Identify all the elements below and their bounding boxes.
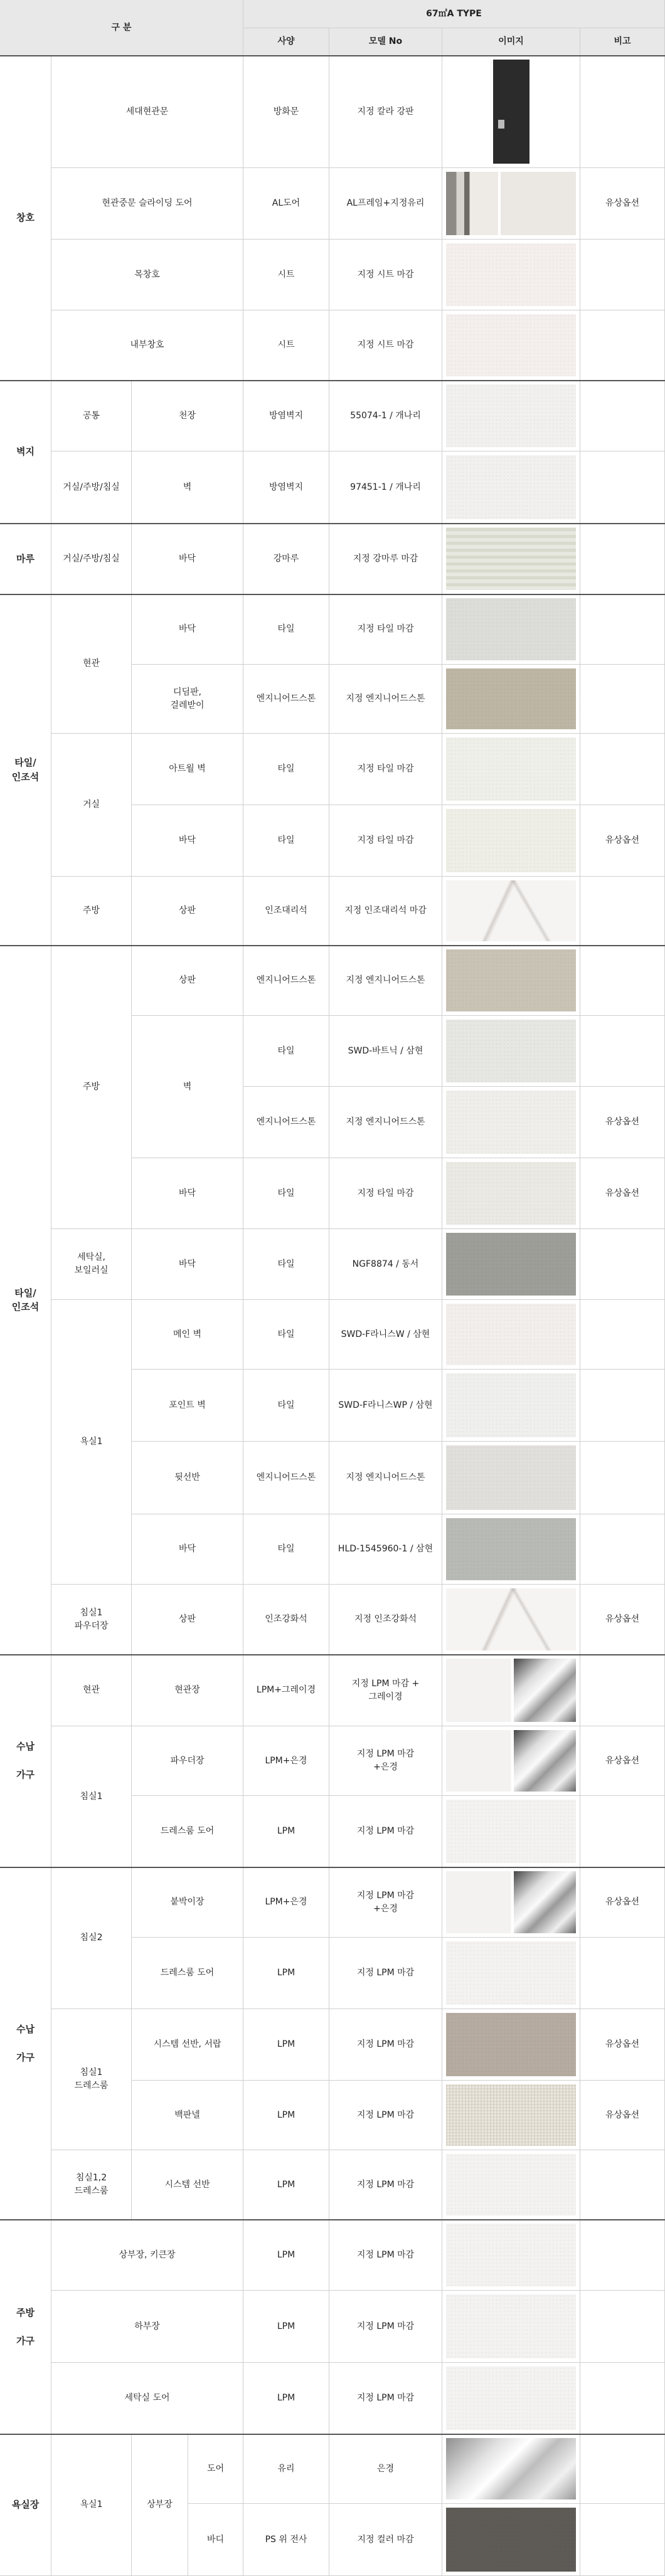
- row-6-note: [580, 524, 665, 594]
- bath-cab-upper: 상부장: [132, 2434, 188, 2576]
- row-27-image: [442, 2009, 580, 2081]
- wallpaper-texture: [446, 384, 576, 447]
- row-2-model: 지정 시트 마감: [329, 240, 442, 310]
- tile2-wall: 벽: [132, 1016, 243, 1158]
- storage2-dress-door: 드레스룸 도어: [132, 1938, 243, 2009]
- row-26-spec: LPM: [243, 1938, 329, 2009]
- row-31-model: 지정 LPM 마감: [329, 2291, 442, 2363]
- row-5-spec: 방염벽지: [243, 451, 329, 524]
- row-14-note: 유상옵션: [580, 1087, 665, 1158]
- row-1-model: AL프레임+지정유리: [329, 168, 442, 240]
- row-30-note: [580, 2220, 665, 2291]
- row-32-note: [580, 2363, 665, 2434]
- row-14-model: 지정 엔지니어드스톤: [329, 1087, 442, 1158]
- row-4-model: 55074-1 / 개나리: [329, 381, 442, 451]
- row-31-spec: LPM: [243, 2291, 329, 2363]
- category-4: 타일/ 인조석: [0, 946, 51, 1655]
- row-20-spec: 타일: [243, 1514, 329, 1585]
- tile-texture: [446, 1233, 576, 1296]
- row-17-model: SWD-F라니스W / 삼현: [329, 1300, 442, 1370]
- row-27-spec: LPM: [243, 2009, 329, 2081]
- kitchen-furn-2: 세탁실 도어: [51, 2363, 243, 2434]
- row-25-model: 지정 LPM 마감 +은경: [329, 1867, 442, 1938]
- row-15-note: 유상옵션: [580, 1158, 665, 1229]
- row-13-note: [580, 1016, 665, 1087]
- row-3-image: [442, 310, 580, 381]
- stone-texture: [446, 1090, 576, 1154]
- tile2-powder-counter: 상판: [132, 1585, 243, 1655]
- group-divider: [0, 1867, 665, 1868]
- row-0-image: [442, 56, 580, 168]
- row-10-note: 유상옵션: [580, 805, 665, 877]
- storage2-wardrobe: 붙박이장: [132, 1867, 243, 1938]
- tile2-shelf: 뒷선반: [132, 1442, 243, 1514]
- storage-powder: 파우더장: [132, 1726, 243, 1796]
- row-11-spec: 인조대리석: [243, 877, 329, 946]
- row-8-note: [580, 665, 665, 734]
- row-0-model: 지정 칼라 강판: [329, 56, 442, 168]
- row-13-model: SWD-바트닉 / 삼현: [329, 1016, 442, 1087]
- row-1-spec: AL도어: [243, 168, 329, 240]
- tile2-powder: 침실1 파우더장: [51, 1585, 132, 1655]
- stone-texture: [446, 1445, 576, 1510]
- row-30-model: 지정 LPM 마감: [329, 2220, 442, 2291]
- row-8-spec: 엔지니어드스톤: [243, 665, 329, 734]
- row-29-note: [580, 2150, 665, 2220]
- row-24-spec: LPM: [243, 1796, 329, 1867]
- changho-item-0: 세대현관문: [51, 56, 243, 168]
- row-0-note: [580, 56, 665, 168]
- row-9-model: 지정 타일 마감: [329, 734, 442, 805]
- row-3-spec: 시트: [243, 310, 329, 381]
- row-23-note: 유상옵션: [580, 1726, 665, 1796]
- tile2-floor: 바닥: [132, 1158, 243, 1229]
- row-29-spec: LPM: [243, 2150, 329, 2220]
- row-1-image: [442, 168, 580, 240]
- marble-texture: [446, 1588, 576, 1650]
- lpm-mirror-texture: [446, 1659, 576, 1722]
- header-type: 67㎡A TYPE: [243, 0, 665, 28]
- row-7-note: [580, 594, 665, 665]
- row-3-note: [580, 310, 665, 381]
- category-8: 욕실장: [0, 2434, 51, 2576]
- row-21-spec: 인조강화석: [243, 1585, 329, 1655]
- dark-panel-texture: [446, 2508, 576, 2572]
- row-10-image: [442, 805, 580, 877]
- group-divider: [0, 55, 665, 56]
- storage2-system: 시스템 선반, 서랍: [132, 2009, 243, 2081]
- stone-texture: [446, 668, 576, 729]
- row-19-model: 지정 엔지니어드스톤: [329, 1442, 442, 1514]
- row-7-model: 지정 타일 마감: [329, 594, 442, 665]
- header-model: 모델 No: [329, 28, 442, 56]
- wall-rooms: 거실/주방/침실: [51, 451, 132, 524]
- row-33-image: [442, 2434, 580, 2504]
- sheet-texture: [446, 243, 576, 306]
- row-16-model: NGF8874 / 동서: [329, 1229, 442, 1300]
- storage-bed1: 침실1: [51, 1726, 132, 1867]
- header-image: 이미지: [442, 28, 580, 56]
- row-27-note: 유상옵션: [580, 2009, 665, 2081]
- row-4-spec: 방염벽지: [243, 381, 329, 451]
- door-panel: [493, 60, 529, 164]
- row-18-image: [442, 1370, 580, 1442]
- row-21-image: [442, 1585, 580, 1655]
- wall-wall: 벽: [132, 451, 243, 524]
- tile-texture: [446, 737, 576, 801]
- group-divider: [0, 2434, 665, 2435]
- row-0-spec: 방화문: [243, 56, 329, 168]
- group-divider: [0, 380, 665, 381]
- group-divider: [0, 523, 665, 524]
- row-25-spec: LPM+은경: [243, 1867, 329, 1938]
- row-10-spec: 타일: [243, 805, 329, 877]
- wallpaper-texture: [446, 455, 576, 519]
- tile-texture: [446, 1020, 576, 1082]
- storage2-system2: 시스템 선반: [132, 2150, 243, 2220]
- lpm-mirror-texture: [446, 1871, 576, 1933]
- row-10-model: 지정 타일 마감: [329, 805, 442, 877]
- tile-texture: [446, 1373, 576, 1437]
- row-24-image: [442, 1796, 580, 1867]
- lpm-texture: [446, 1800, 576, 1863]
- tile-texture: [446, 598, 576, 660]
- row-25-note: 유상옵션: [580, 1867, 665, 1938]
- tile2-bath: 욕실1: [51, 1300, 132, 1585]
- tile2-laundry: 세탁실, 보일러실: [51, 1229, 132, 1300]
- row-2-note: [580, 240, 665, 310]
- row-23-model: 지정 LPM 마감 +은경: [329, 1726, 442, 1796]
- lpm-texture: [446, 2367, 576, 2430]
- tile2-main-wall: 메인 벽: [132, 1300, 243, 1370]
- storage2-bed1dress: 침실1 드레스룸: [51, 2009, 132, 2150]
- row-19-image: [442, 1442, 580, 1514]
- changho-item-3: 내부창호: [51, 310, 243, 381]
- row-33-model: 은경: [329, 2434, 442, 2504]
- row-1-note: 유상옵션: [580, 168, 665, 240]
- row-32-image: [442, 2363, 580, 2434]
- row-16-image: [442, 1229, 580, 1300]
- bath-cab-door: 도어: [188, 2434, 243, 2504]
- row-26-image: [442, 1938, 580, 2009]
- row-21-model: 지정 인조강화석: [329, 1585, 442, 1655]
- kitchen-furn-0: 상부장, 키큰장: [51, 2220, 243, 2291]
- row-23-image: [442, 1726, 580, 1796]
- row-8-image: [442, 665, 580, 734]
- row-28-note: 유상옵션: [580, 2081, 665, 2150]
- row-28-image: [442, 2081, 580, 2150]
- row-32-spec: LPM: [243, 2363, 329, 2434]
- header-note: 비고: [580, 28, 665, 56]
- row-9-spec: 타일: [243, 734, 329, 805]
- wood-floor-texture: [446, 527, 576, 590]
- wall-ceiling: 천장: [132, 381, 243, 451]
- row-2-image: [442, 240, 580, 310]
- row-34-note: [580, 2504, 665, 2576]
- row-20-note: [580, 1514, 665, 1585]
- row-25-image: [442, 1867, 580, 1938]
- bath-cab-body: 바디: [188, 2504, 243, 2576]
- kitchen-furn-1: 하부장: [51, 2291, 243, 2363]
- row-13-image: [442, 1016, 580, 1087]
- row-29-model: 지정 LPM 마감: [329, 2150, 442, 2220]
- row-11-model: 지정 인조대리석 마감: [329, 877, 442, 946]
- tile-kitchen: 주방: [51, 877, 132, 946]
- row-9-note: [580, 734, 665, 805]
- row-5-model: 97451-1 / 개나리: [329, 451, 442, 524]
- row-33-note: [580, 2434, 665, 2504]
- row-13-spec: 타일: [243, 1016, 329, 1087]
- lpm-texture: [446, 1941, 576, 2005]
- header-spec: 사양: [243, 28, 329, 56]
- row-12-note: [580, 946, 665, 1016]
- stone-texture: [446, 949, 576, 1011]
- category-5: 수납 가구: [0, 1655, 51, 1867]
- row-15-spec: 타일: [243, 1158, 329, 1229]
- category-1: 벽지: [0, 381, 51, 524]
- row-18-note: [580, 1370, 665, 1442]
- tile2-point-wall: 포인트 벽: [132, 1370, 243, 1442]
- row-12-image: [442, 946, 580, 1016]
- row-19-note: [580, 1442, 665, 1514]
- tile2-kitchen: 주방: [51, 946, 132, 1229]
- tile-texture: [446, 1518, 576, 1580]
- row-34-image: [442, 2504, 580, 2576]
- row-15-model: 지정 타일 마감: [329, 1158, 442, 1229]
- row-14-spec: 엔지니어드스톤: [243, 1087, 329, 1158]
- row-17-spec: 타일: [243, 1300, 329, 1370]
- lpm-texture: [446, 2294, 576, 2358]
- row-31-note: [580, 2291, 665, 2363]
- row-20-image: [442, 1514, 580, 1585]
- tile2-counter: 상판: [132, 946, 243, 1016]
- row-24-note: [580, 1796, 665, 1867]
- tile-kitchen-counter: 상판: [132, 877, 243, 946]
- tile-entrance: 현관: [51, 594, 132, 734]
- row-7-spec: 타일: [243, 594, 329, 665]
- row-3-model: 지정 시트 마감: [329, 310, 442, 381]
- row-20-model: HLD-1545960-1 / 삼현: [329, 1514, 442, 1585]
- tile-living: 거실: [51, 734, 132, 877]
- lpm-mirror-texture: [446, 1730, 576, 1792]
- row-12-model: 지정 엔지니어드스톤: [329, 946, 442, 1016]
- row-18-spec: 타일: [243, 1370, 329, 1442]
- row-24-model: 지정 LPM 마감: [329, 1796, 442, 1867]
- row-28-model: 지정 LPM 마감: [329, 2081, 442, 2150]
- lpm-texture: [446, 2224, 576, 2286]
- sheet-texture: [446, 314, 576, 376]
- row-17-image: [442, 1300, 580, 1370]
- group-divider: [0, 945, 665, 946]
- row-27-model: 지정 LPM 마감: [329, 2009, 442, 2081]
- row-23-spec: LPM+은경: [243, 1726, 329, 1796]
- row-28-spec: LPM: [243, 2081, 329, 2150]
- row-7-image: [442, 594, 580, 665]
- row-31-image: [442, 2291, 580, 2363]
- row-12-spec: 엔지니어드스톤: [243, 946, 329, 1016]
- row-6-model: 지정 강마루 마감: [329, 524, 442, 594]
- row-2-spec: 시트: [243, 240, 329, 310]
- lpm-texture: [446, 2013, 576, 2076]
- row-29-image: [442, 2150, 580, 2220]
- category-2: 마루: [0, 524, 51, 594]
- mirror-swatch: [514, 1871, 576, 1933]
- wall-common: 공통: [51, 381, 132, 451]
- storage-shoe: 현관장: [132, 1655, 243, 1726]
- row-6-spec: 강마루: [243, 524, 329, 594]
- tile-texture: [446, 1304, 576, 1365]
- category-0: 창호: [0, 56, 51, 381]
- row-34-spec: PS 위 전사: [243, 2504, 329, 2576]
- tile-living-artwall: 아트월 벽: [132, 734, 243, 805]
- tile-living-floor: 바닥: [132, 805, 243, 877]
- row-16-spec: 타일: [243, 1229, 329, 1300]
- row-33-spec: 유리: [243, 2434, 329, 2504]
- tile2-bath-floor: 바닥: [132, 1514, 243, 1585]
- row-22-image: [442, 1655, 580, 1726]
- storage-entrance: 현관: [51, 1655, 132, 1726]
- lpm-texture: [446, 2154, 576, 2215]
- door-handle: [498, 120, 504, 129]
- storage-dress-door: 드레스룸 도어: [132, 1796, 243, 1867]
- tile2-laundry-floor: 바닥: [132, 1229, 243, 1300]
- maru-floor: 바닥: [132, 524, 243, 594]
- row-9-image: [442, 734, 580, 805]
- mirror-texture: [446, 2438, 576, 2499]
- mirror-swatch: [514, 1659, 576, 1722]
- row-15-image: [442, 1158, 580, 1229]
- row-11-note: [580, 877, 665, 946]
- storage2-bed2: 침실2: [51, 1867, 132, 2009]
- tile-entrance-floor: 바닥: [132, 594, 243, 665]
- row-30-image: [442, 2220, 580, 2291]
- row-8-model: 지정 엔지니어드스톤: [329, 665, 442, 734]
- group-divider: [0, 1654, 665, 1655]
- row-22-note: [580, 1655, 665, 1726]
- storage2-bed12: 침실1,2 드레스룸: [51, 2150, 132, 2220]
- category-3: 타일/ 인조석: [0, 594, 51, 946]
- row-11-image: [442, 877, 580, 946]
- row-34-model: 지정 컬러 마감: [329, 2504, 442, 2576]
- row-26-model: 지정 LPM 마감: [329, 1938, 442, 2009]
- changho-item-2: 목창호: [51, 240, 243, 310]
- marble-texture: [446, 880, 576, 941]
- bath-cab-bath: 욕실1: [51, 2434, 132, 2576]
- row-19-spec: 엔지니어드스톤: [243, 1442, 329, 1514]
- row-22-spec: LPM+그레이경: [243, 1655, 329, 1726]
- row-17-note: [580, 1300, 665, 1370]
- row-6-image: [442, 524, 580, 594]
- row-16-note: [580, 1229, 665, 1300]
- mirror-swatch: [514, 1730, 576, 1792]
- row-4-note: [580, 381, 665, 451]
- row-14-image: [442, 1087, 580, 1158]
- category-6: 수납 가구: [0, 1867, 51, 2220]
- row-18-model: SWD-F라니스WP / 삼현: [329, 1370, 442, 1442]
- row-22-model: 지정 LPM 마감 + 그레이경: [329, 1655, 442, 1726]
- row-21-note: 유상옵션: [580, 1585, 665, 1655]
- changho-item-1: 현관중문 슬라이딩 도어: [51, 168, 243, 240]
- row-4-image: [442, 381, 580, 451]
- row-5-image: [442, 451, 580, 524]
- group-divider: [0, 2219, 665, 2220]
- tile-texture: [446, 1162, 576, 1225]
- group-divider: [0, 594, 665, 595]
- row-30-spec: LPM: [243, 2220, 329, 2291]
- sliding-door-icon: [446, 172, 576, 235]
- row-5-note: [580, 451, 665, 524]
- row-26-note: [580, 1938, 665, 2009]
- door-icon: [446, 60, 576, 164]
- row-32-model: 지정 LPM 마감: [329, 2363, 442, 2434]
- storage2-backpanel: 백판넬: [132, 2081, 243, 2150]
- lpm-texture: [446, 2084, 576, 2146]
- maru-rooms: 거실/주방/침실: [51, 524, 132, 594]
- category-7: 주방 가구: [0, 2220, 51, 2434]
- tile-entrance-step: 디딤판, 걸레받이: [132, 665, 243, 734]
- tile-texture: [446, 809, 576, 872]
- header-category: 구 분: [0, 0, 243, 56]
